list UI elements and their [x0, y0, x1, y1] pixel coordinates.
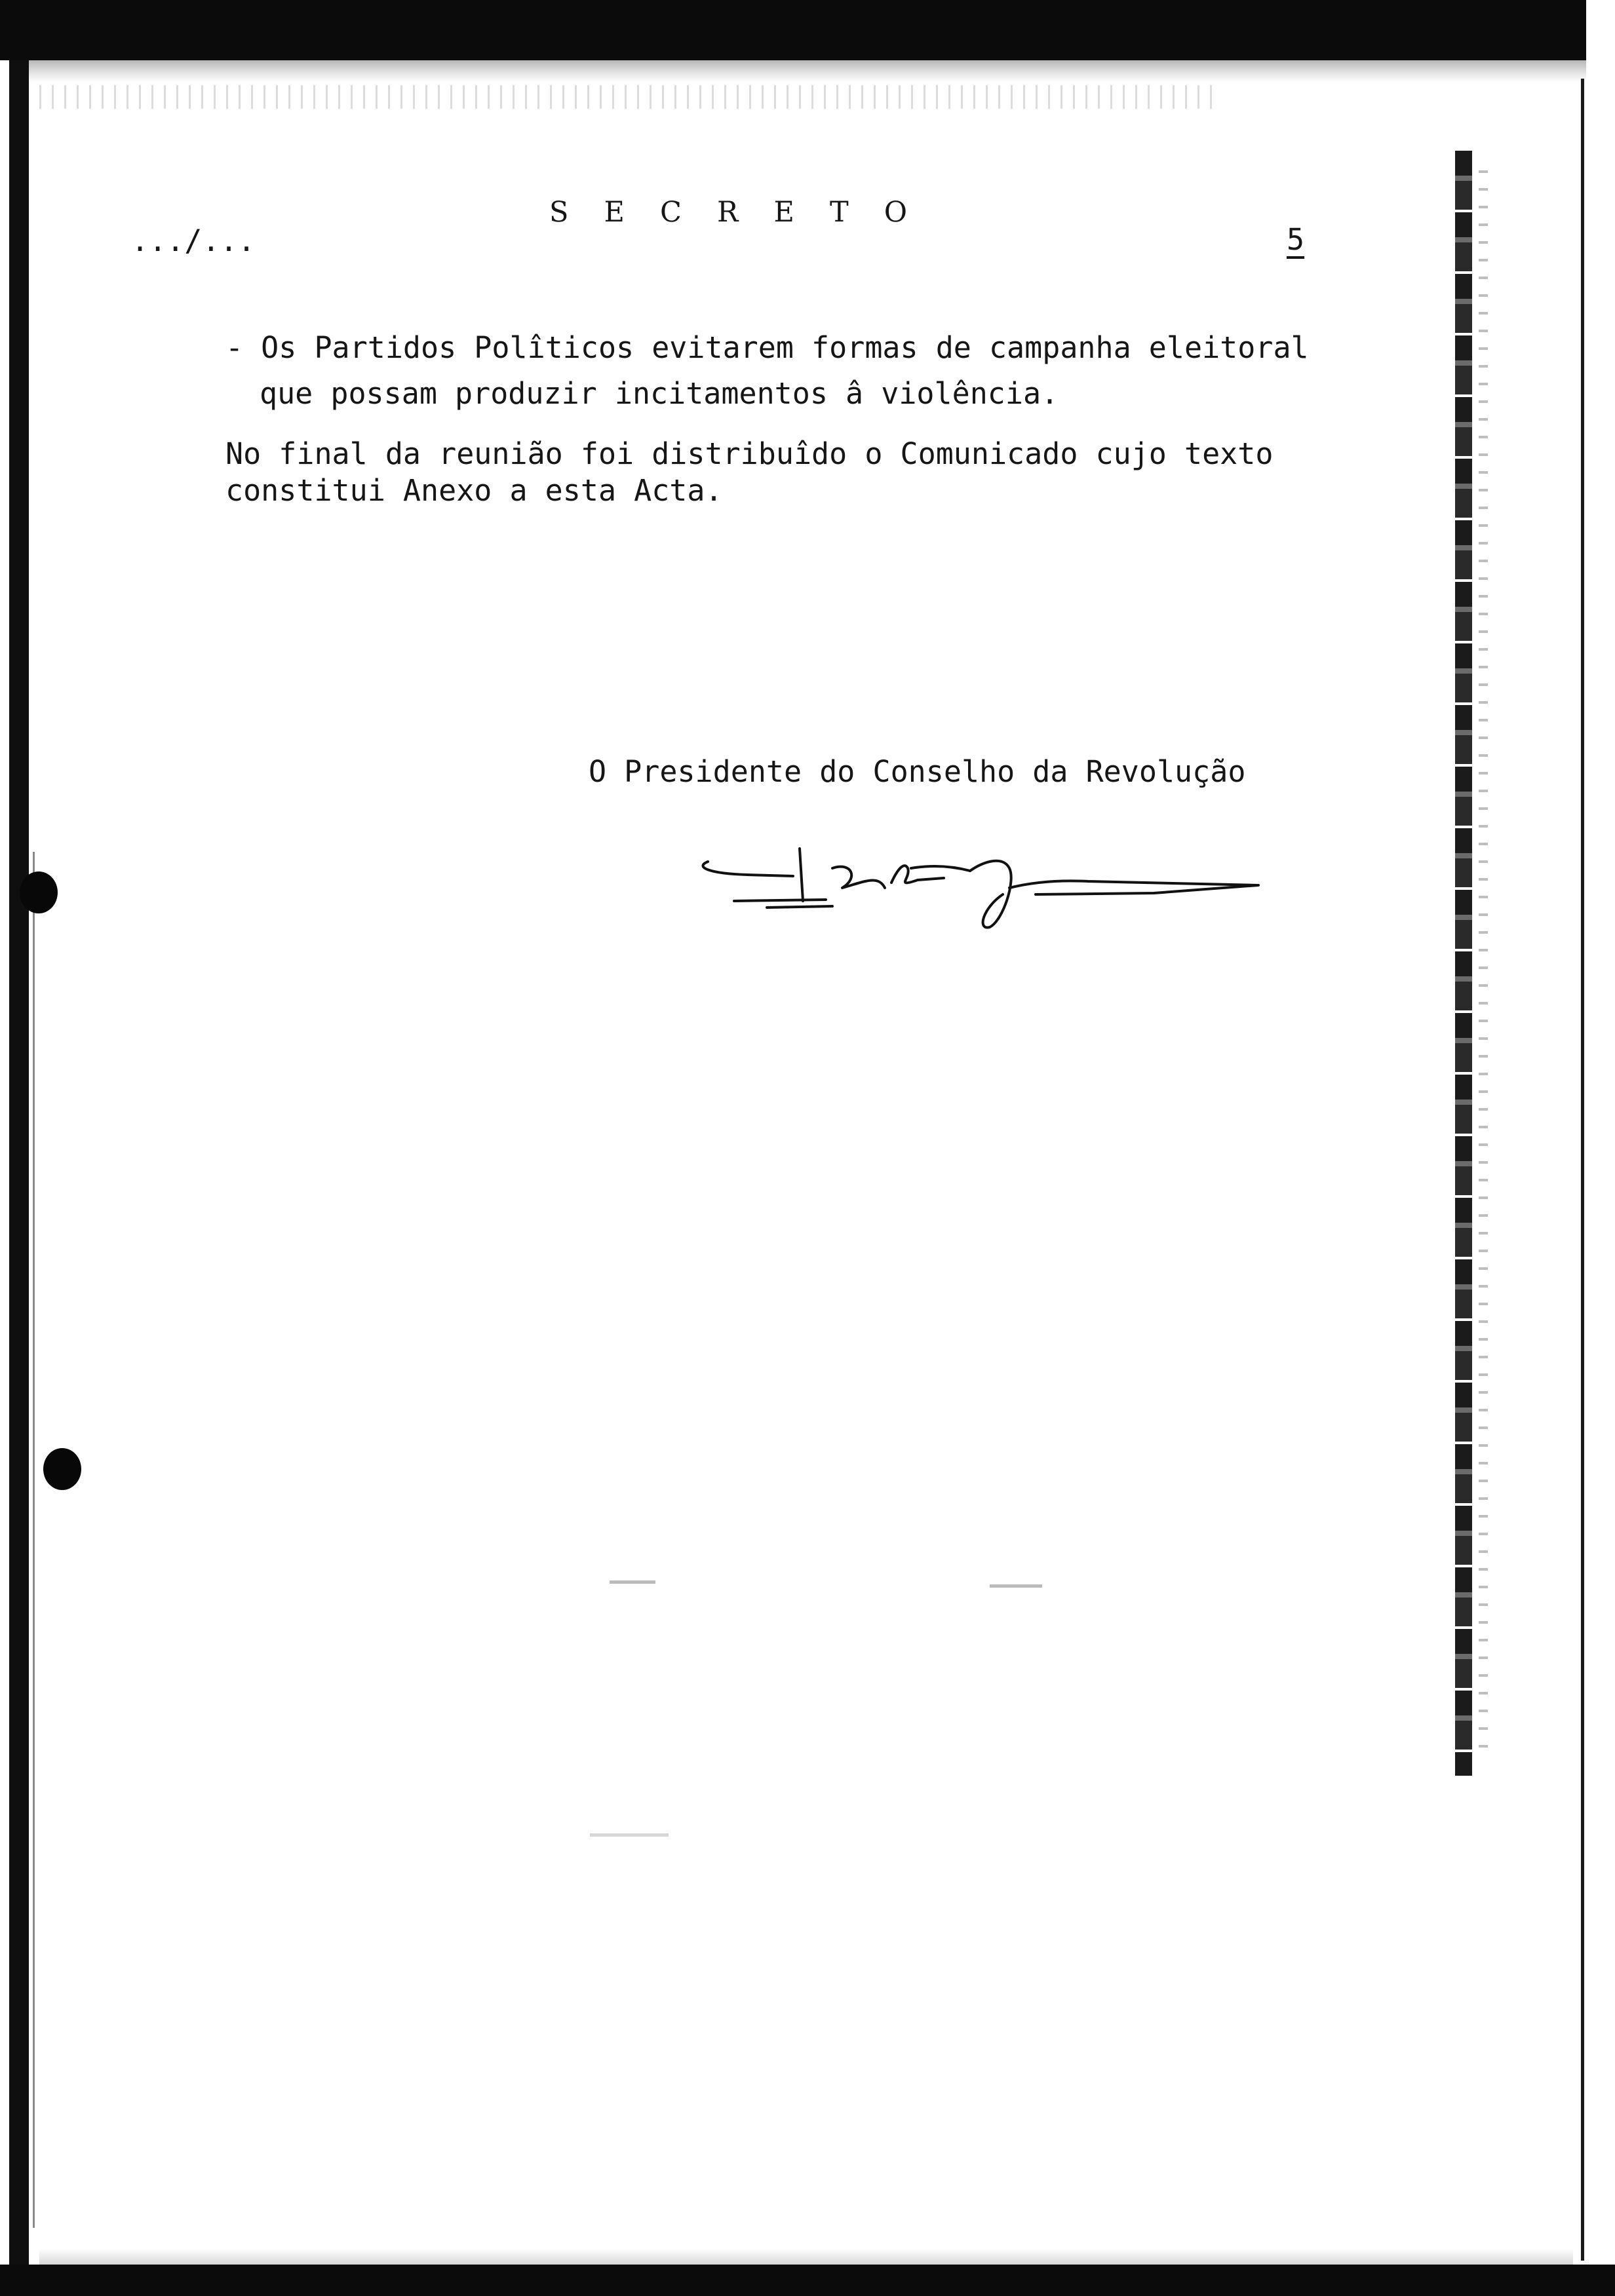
side-stamp-speckle — [1479, 170, 1488, 1756]
page-number: 5 — [1287, 222, 1305, 257]
closing-paragraph — [225, 436, 1273, 509]
scan-bottom-shadow — [39, 2249, 1573, 2265]
scan-smudge — [990, 1584, 1042, 1588]
handwritten-signature — [695, 842, 1272, 940]
scan-bottom-border — [0, 2265, 1615, 2296]
scan-speckle — [39, 85, 1219, 109]
punch-hole-lower — [43, 1448, 81, 1490]
punch-hole-upper — [20, 871, 58, 913]
side-stamp-strip — [1455, 151, 1472, 1776]
scan-left-border — [9, 60, 29, 2296]
scan-smudge — [610, 1580, 655, 1584]
scan-right-border — [1581, 79, 1584, 2261]
classification-header: S E C R E T O — [549, 196, 921, 229]
scan-top-shadow — [26, 60, 1586, 83]
scan-smudge — [590, 1833, 669, 1837]
scan-left-line — [33, 852, 35, 2228]
continuation-mark: .../... — [131, 223, 256, 258]
scan-top-border — [0, 0, 1586, 60]
closing-paragraph-line-1: No final da reunião foi distribuîdo o Comunicado cujo texto — [225, 436, 1274, 471]
bullet-item-line-2: que possam produzir incitamentos â violência. — [260, 376, 1059, 411]
signatory-title: O Presidente do Conselho da Revolução — [589, 754, 1246, 789]
bullet-item-line-1: - Os Partidos Polîticos evitarem formas de campanha eleitoral — [225, 330, 1309, 365]
closing-paragraph-line-2: constitui Anexo a esta Acta. — [225, 473, 723, 508]
